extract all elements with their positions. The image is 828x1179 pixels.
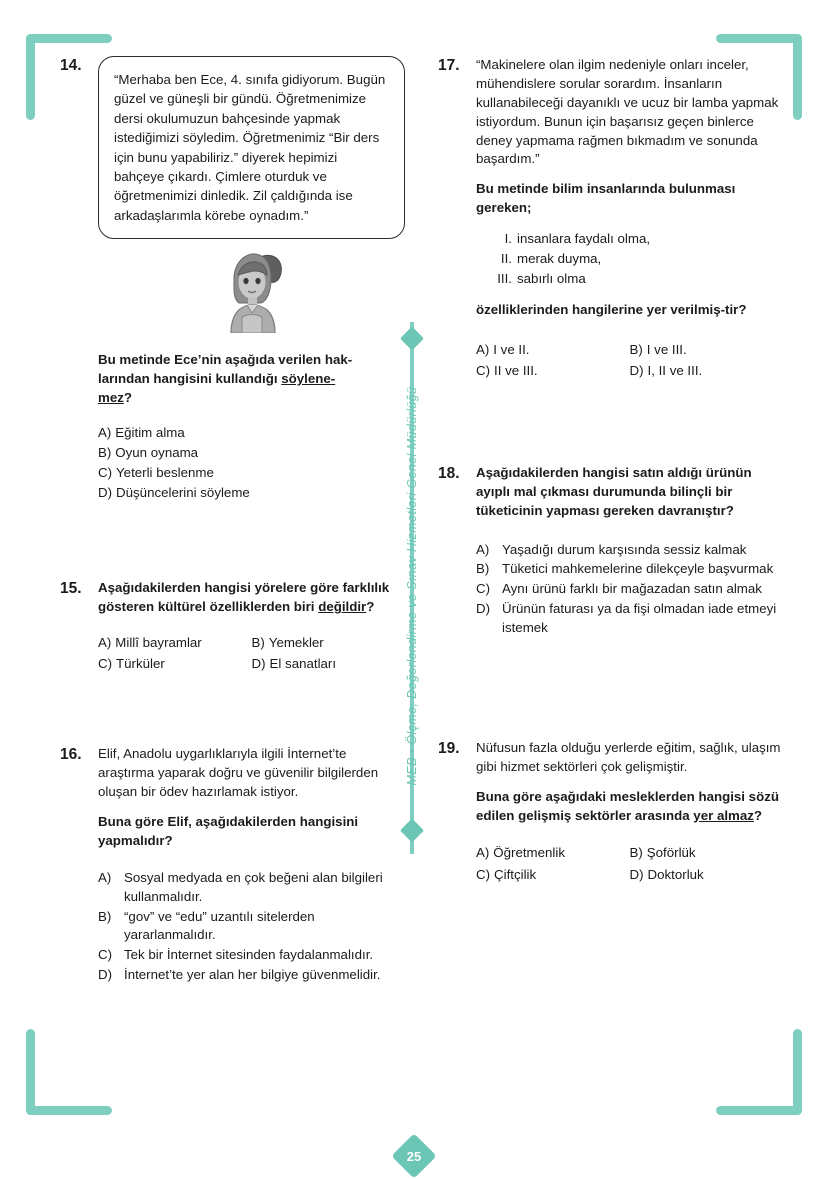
option-text: Ürünün faturası ya da fişi olmadan iade etmeyi istemek [502, 601, 777, 636]
option-letter: A) [98, 424, 112, 440]
option-letter: A) [476, 541, 490, 557]
option-letter: B) [476, 561, 490, 577]
question-14-option-c[interactable] [98, 464, 405, 483]
question-19 [438, 739, 783, 886]
option-letter: C) [98, 947, 113, 963]
question-14-options [98, 424, 405, 503]
question-18-option-c[interactable] [476, 580, 783, 599]
option-text: Oyun oynama [115, 444, 199, 460]
option-text: Tek bir İnternet sitesinden faydalanmalıdır. [124, 947, 374, 963]
question-15-option-c[interactable] [98, 654, 252, 673]
page-number-badge [391, 1133, 437, 1179]
question-19-number: 19. [438, 739, 460, 757]
option-letter: C) [476, 866, 491, 882]
question-15 [60, 579, 405, 675]
option-text: Yemekler [268, 635, 324, 651]
question-19-option-c[interactable] [476, 865, 630, 884]
question-16-option-b[interactable] [98, 908, 405, 946]
question-15-option-a[interactable] [98, 633, 252, 652]
question-14 [60, 56, 405, 503]
question-18-stem: Aşağıdakilerden hangisi satın aldığı ürünün ayıplı mal çıkması durumunda bilinçli bir tüketicinin yapması gereken davranıştır? [476, 464, 752, 518]
question-16-stem: Buna göre Elif, aşağıdakilerden hangisini yapmalıdır? [98, 814, 359, 848]
question-18-number: 18. [438, 464, 460, 482]
option-letter: B) [629, 341, 643, 357]
question-14-stem-part2: larından hangisini kullandığı [98, 371, 282, 387]
question-18-option-d[interactable] [476, 600, 783, 638]
question-16-options [98, 869, 405, 985]
corner-bracket-bottom-left [26, 1029, 112, 1115]
question-14-stem [98, 351, 405, 408]
roman-numeral: III. [497, 270, 512, 286]
option-text: Yeterli beslenme [116, 464, 214, 480]
question-17-option-d[interactable] [630, 361, 784, 380]
roman-item-3 [486, 269, 783, 289]
publisher-vertical-label: MEB • Ölçme, Değerlendirme ve Sınav Hizmetleri Genel Müdürlüğü [405, 386, 419, 786]
question-15-option-b[interactable] [252, 633, 406, 652]
roman-text: insanlara faydalı olma, [517, 231, 651, 246]
option-text: I, II ve III. [647, 362, 703, 378]
option-text: İnternet’te yer alan her bilgiye güvenmelidir. [124, 967, 381, 983]
question-18 [438, 464, 783, 639]
question-16-option-d[interactable] [98, 966, 405, 985]
option-text: I ve III. [646, 341, 687, 357]
option-letter: D) [629, 866, 644, 882]
page-number-text: 25 [406, 1148, 422, 1164]
question-19-options [476, 843, 783, 883]
option-text: I ve II. [493, 341, 530, 357]
question-17-option-c[interactable] [476, 361, 630, 380]
roman-numeral: II. [500, 250, 512, 266]
question-15-option-d[interactable] [252, 654, 406, 673]
roman-item-1 [486, 229, 783, 249]
option-text: Sosyal medyada en çok beğeni alan bilgileri kullanmalıdır. [124, 869, 383, 904]
girl-with-ponytail-icon [209, 249, 295, 333]
option-letter: D) [98, 967, 113, 983]
question-16-option-a[interactable] [98, 869, 405, 907]
option-text: Millî bayramlar [115, 635, 202, 651]
question-14-number: 14. [60, 57, 82, 74]
question-17 [438, 56, 783, 382]
right-column [438, 56, 783, 886]
question-19-stem [476, 788, 783, 826]
option-letter: D) [629, 362, 644, 378]
question-14-stem-qmark: ? [123, 390, 132, 405]
question-19-stem-underline: yer almaz [693, 807, 754, 823]
question-14-stem-part1: Bu metinde Ece’nin aşağıda verilen hak- [98, 352, 353, 368]
option-letter: D) [98, 484, 113, 500]
option-text: Aynı ürünü farklı bir mağazadan satın almak [502, 581, 762, 597]
option-letter: A) [476, 845, 490, 861]
option-text: Öğretmenlik [493, 845, 565, 861]
option-letter: B) [98, 444, 112, 460]
question-17-stem-tail: özelliklerinden hangilerine yer verilmiş-tir? [476, 301, 747, 317]
question-17-number: 17. [438, 57, 460, 74]
question-19-option-d[interactable] [630, 865, 784, 884]
question-16-number: 16. [60, 746, 82, 764]
question-19-intro: Nüfusun fazla olduğu yerlerde eğitim, sağlık, ulaşım gibi hizmet sektörleri çok gelişmiştir. [476, 739, 781, 774]
option-text: El sanatları [269, 656, 337, 672]
option-text: Doktorluk [647, 866, 704, 882]
question-17-stem-lead: Bu metinde bilim insanlarında bulunması gereken; [476, 181, 736, 216]
option-letter: C) [476, 362, 491, 378]
question-14-bubble-text: “Merhaba ben Ece, 4. sınıfa gidiyorum. Bugün güzel ve güneşli bir gündü. Öğretmenimize dersi okulumuzun bahçesinde yapmak istediğimizi söyledim. Öğretmenimiz “Bir ders için bunu yapabiliriz.” diyerek hepimizi bahçeye çıkardı. Çimlere oturduk ve öğretmenimizi dinledik. Zil çaldığında ise arkadaşlarımla körebe oynadım.” [114, 72, 386, 223]
question-15-stem [98, 579, 405, 617]
roman-item-2 [486, 249, 783, 269]
question-14-stem-underline-b: mez [98, 390, 124, 405]
question-14-option-a[interactable] [98, 424, 405, 443]
question-16-intro: Elif, Anadolu uygarlıklarıyla ilgili İnternet’te araştırma yaparak doğru ve güvenilir bilgilerden oluşan bir ödev hazırlamak istiyor. [98, 746, 379, 800]
corner-bracket-bottom-right [716, 1029, 802, 1115]
question-15-options [98, 633, 405, 673]
option-letter: A) [98, 635, 112, 651]
option-text: Düşüncelerini söyleme [116, 484, 250, 500]
question-19-option-b[interactable] [630, 843, 784, 862]
option-text: II ve III. [494, 362, 538, 378]
roman-text: sabırlı olma [517, 270, 586, 286]
question-14-option-d[interactable] [98, 484, 405, 503]
question-18-options [476, 541, 783, 638]
option-letter: D) [476, 601, 491, 617]
roman-numeral: I. [504, 231, 512, 246]
option-letter: A) [476, 341, 490, 357]
option-letter: B) [251, 635, 265, 651]
question-16 [60, 745, 405, 986]
question-18-option-b[interactable] [476, 560, 783, 579]
option-text: Yaşadığı durum karşısında sessiz kalmak [502, 541, 747, 557]
question-14-illustration [98, 249, 405, 333]
question-19-stem-part1: Buna göre aşağıdaki mesleklerden hangisi sözü edilen gelişmiş sektörler arasında [476, 788, 779, 823]
question-14-speech-bubble [98, 56, 405, 239]
option-text: Çiftçilik [494, 866, 537, 882]
option-text: Şoförlük [646, 845, 696, 861]
question-15-stem-part1: Aşağıdakilerden hangisi yörelere göre farklılık gösteren kültürel özelliklerden biri [98, 580, 390, 615]
option-text: Tüketici mahkemelerine dilekçeyle başvurmak [502, 561, 774, 577]
question-17-options [476, 340, 783, 380]
option-letter: D) [251, 656, 266, 672]
option-letter: C) [476, 581, 491, 597]
question-19-option-a[interactable] [476, 843, 630, 862]
question-15-stem-qmark: ? [366, 599, 375, 615]
option-letter: B) [629, 845, 643, 861]
question-17-option-b[interactable] [630, 340, 784, 359]
option-text: Türküler [116, 656, 165, 672]
option-letter: C) [98, 464, 113, 480]
question-14-stem-underline-a: söylene- [281, 371, 336, 387]
option-letter: B) [98, 908, 112, 924]
option-letter: A) [98, 869, 112, 885]
option-text: “gov” ve “edu” uzantılı sitelerden yararlanmalıdır. [124, 908, 315, 943]
left-column [60, 56, 405, 986]
question-15-number: 15. [60, 580, 82, 598]
roman-text: merak duyma, [517, 250, 602, 266]
option-text: Eğitim alma [115, 424, 185, 440]
question-19-stem-qmark: ? [753, 807, 763, 823]
question-16-option-c[interactable] [98, 946, 405, 965]
option-letter: C) [98, 656, 113, 672]
question-14-option-b[interactable] [98, 444, 405, 463]
question-17-option-a[interactable] [476, 340, 630, 359]
question-17-roman-list [476, 229, 783, 289]
question-18-option-a[interactable] [476, 541, 783, 560]
question-17-quote: “Makinelere olan ilgim nedeniyle onları inceler, mühendislere sorular sorardım. İnsanların kullanabileceği dayanıklı ve ucuz bir lamba yapmak istiyordum. Bunun için başarısız geçen binlerce deney yapmama rağmen bıkmadım ve sonunda başardım.” [476, 57, 779, 167]
question-15-stem-underline: değildir [318, 599, 367, 615]
